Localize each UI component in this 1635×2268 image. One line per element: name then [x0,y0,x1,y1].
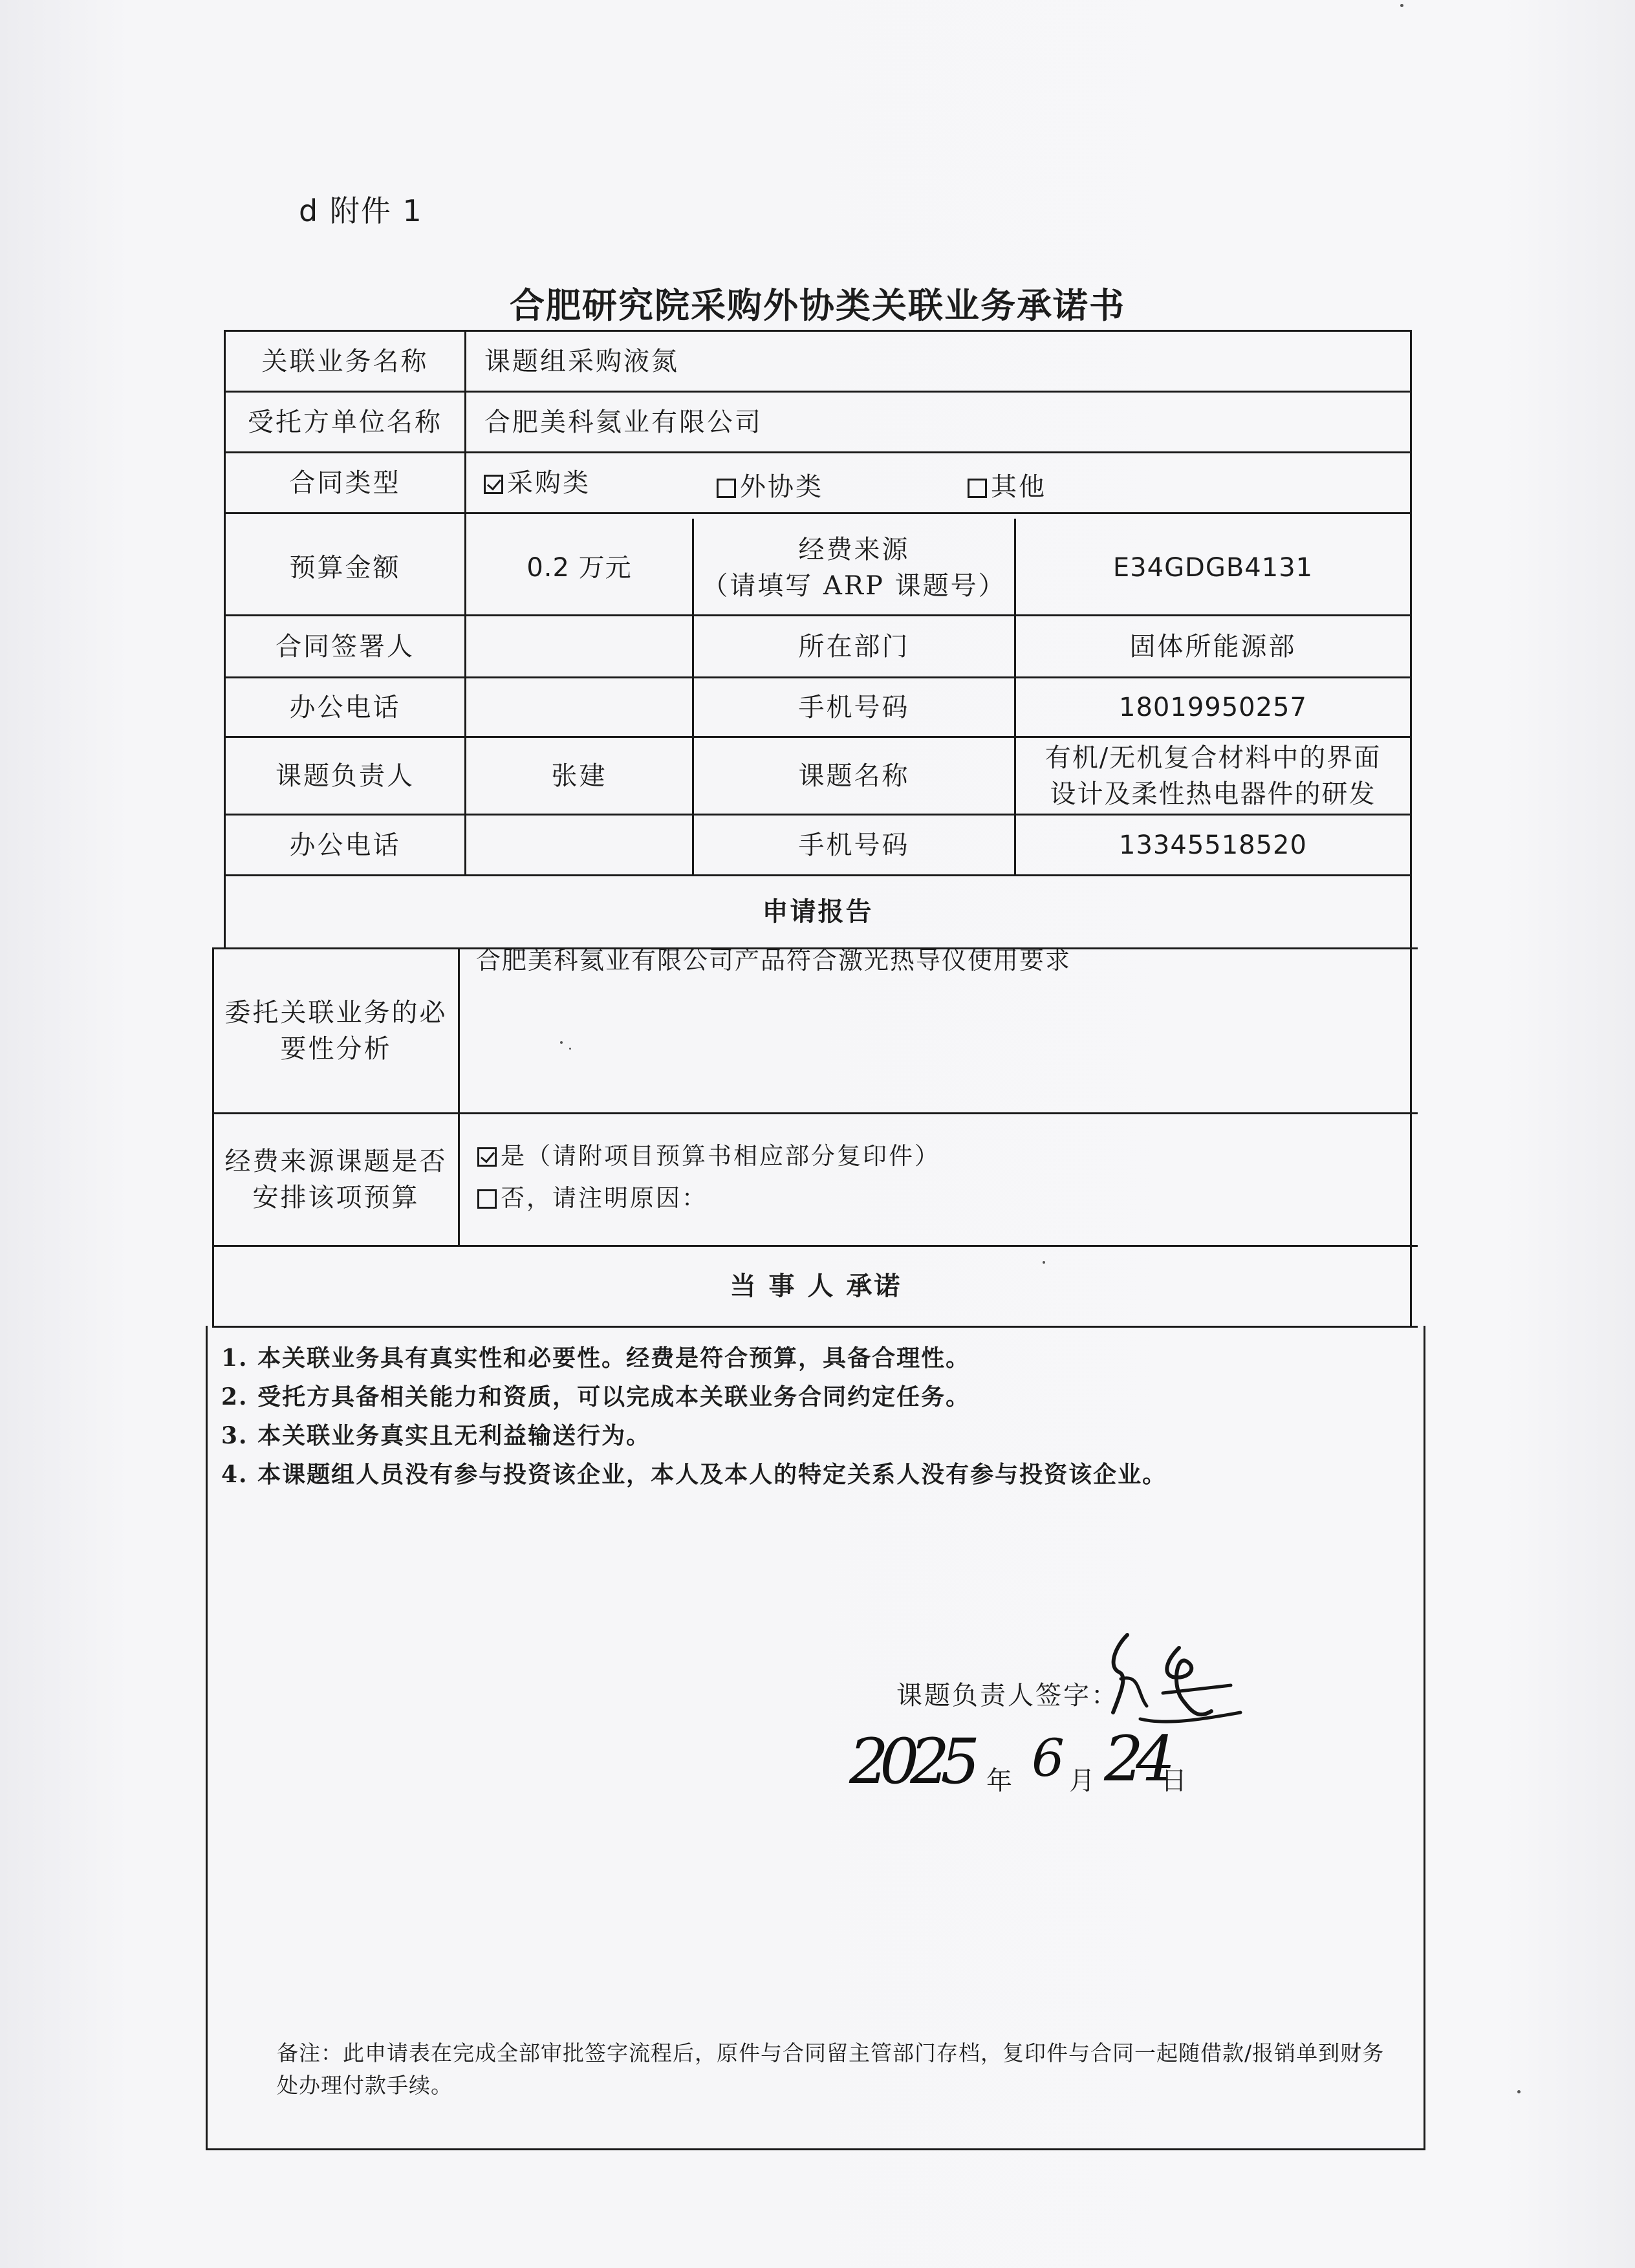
office-phone-value-2 [466,815,692,874]
necessity-text: 合肥美科氦业有限公司产品符合激光热导仪使用要求 [476,946,1072,975]
date-year-unit: 年 [986,1766,1012,1796]
checkbox-checked-icon[interactable] [484,475,503,494]
date-day-unit: 日 [1161,1766,1187,1796]
budget-no-label: 否，请注明原因： [501,1184,708,1212]
commitment-item: 2. 受托方具备相关能力和资质，可以完成本关联业务合同约定任务。 [221,1383,971,1410]
checkbox-unchecked-icon[interactable] [968,479,987,498]
funding-source-label-line1: 经费来源 [798,534,910,565]
commitment-item: 1. 本关联业务具有真实性和必要性。经费是符合预算，具备合理性。 [221,1345,971,1372]
office-phone-value [466,678,692,736]
signer-value [466,616,692,676]
office-phone-label: 办公电话 [289,692,401,722]
attachment-label: d 附件 1 [299,193,423,228]
business-name-label: 关联业务名称 [261,346,429,376]
budget-check-label-line2: 安排该项预算 [252,1183,420,1213]
budget-yes-option[interactable] [477,1140,940,1172]
funding-source-label [694,521,1014,614]
project-name-line1: 有机/无机复合材料中的界面 [1045,742,1381,773]
necessity-label [214,949,458,1112]
project-name-line2: 设计及柔性热电器件的研发 [1050,779,1376,809]
document-title: 合肥研究院采购外协类关联业务承诺书 [510,285,1125,326]
mobile-label: 手机号码 [798,692,910,722]
date-month: 6 [1032,1728,1065,1788]
mobile-label-2: 手机号码 [798,830,910,860]
checkbox-unchecked-icon[interactable] [717,479,736,498]
date-month-unit: 月 [1069,1766,1095,1796]
option-other-label: 其他 [991,472,1046,502]
department-label: 所在部门 [798,631,910,662]
funding-source-label-line2: （请填写 ARP 课题号） [702,570,1006,601]
project-name-label: 课题名称 [798,761,910,791]
budget-yes-label: 是（请附项目预算书相应部分复印件） [501,1142,940,1170]
option-outsource[interactable] [717,471,823,503]
checkbox-checked-icon[interactable] [477,1147,497,1167]
signature-date [849,1719,1186,1809]
option-purchase[interactable] [484,467,590,499]
application-heading: 申请报告 [762,897,874,927]
contract-type-label: 合同类型 [289,468,401,498]
project-name-value [1016,738,1410,814]
commitment-item: 3. 本关联业务真实且无利益输送行为。 [221,1422,651,1449]
option-other[interactable] [968,471,1046,503]
date-day: 24 [1104,1723,1168,1795]
remark-note: 备注：此申请表在完成全部审批签字流程后，原件与合同留主管部门存档，复印件与合同一起随借款/报销单到财务处办理付款手续。 [277,2040,1385,2098]
entrusted-unit-value: 合肥美科氦业有限公司 [484,407,763,437]
budget-check-label-line1: 经费来源课题是否 [224,1147,448,1176]
signature-label: 课题负责人签字： [896,1681,1119,1711]
funding-source-value: E34GDGB4131 [1112,552,1314,583]
necessity-label-line2: 要性分析 [280,1034,392,1064]
commitment-item: 4. 本课题组人员没有参与投资该企业，本人及本人的特定关系人没有参与投资该企业。 [221,1461,1167,1488]
date-year: 2025 [849,1725,971,1798]
option-outsource-label: 外协类 [740,472,823,502]
mobile-value-2: 13345518520 [1119,830,1307,860]
budget-label: 预算金额 [289,552,401,583]
business-name-value: 课题组采购液氮 [484,346,679,376]
office-phone-label-2: 办公电话 [289,830,401,860]
budget-check-label [214,1114,458,1245]
budget-value: 0.2 万元 [526,552,632,583]
project-lead-value: 张建 [551,761,607,791]
checkbox-unchecked-icon[interactable] [477,1189,497,1209]
entrusted-unit-label: 受托方单位名称 [248,407,442,437]
project-lead-label: 课题负责人 [276,761,415,791]
signer-label: 合同签署人 [276,631,415,662]
commitment-form [206,330,1425,2150]
department-value: 固体所能源部 [1129,631,1297,662]
commitment-heading: 当 事 人 承诺 [730,1271,902,1301]
option-purchase-label: 采购类 [507,468,590,498]
budget-no-option[interactable] [477,1182,708,1215]
necessity-label-line1: 委托关联业务的必 [224,998,448,1028]
mobile-value: 18019950257 [1119,692,1307,722]
